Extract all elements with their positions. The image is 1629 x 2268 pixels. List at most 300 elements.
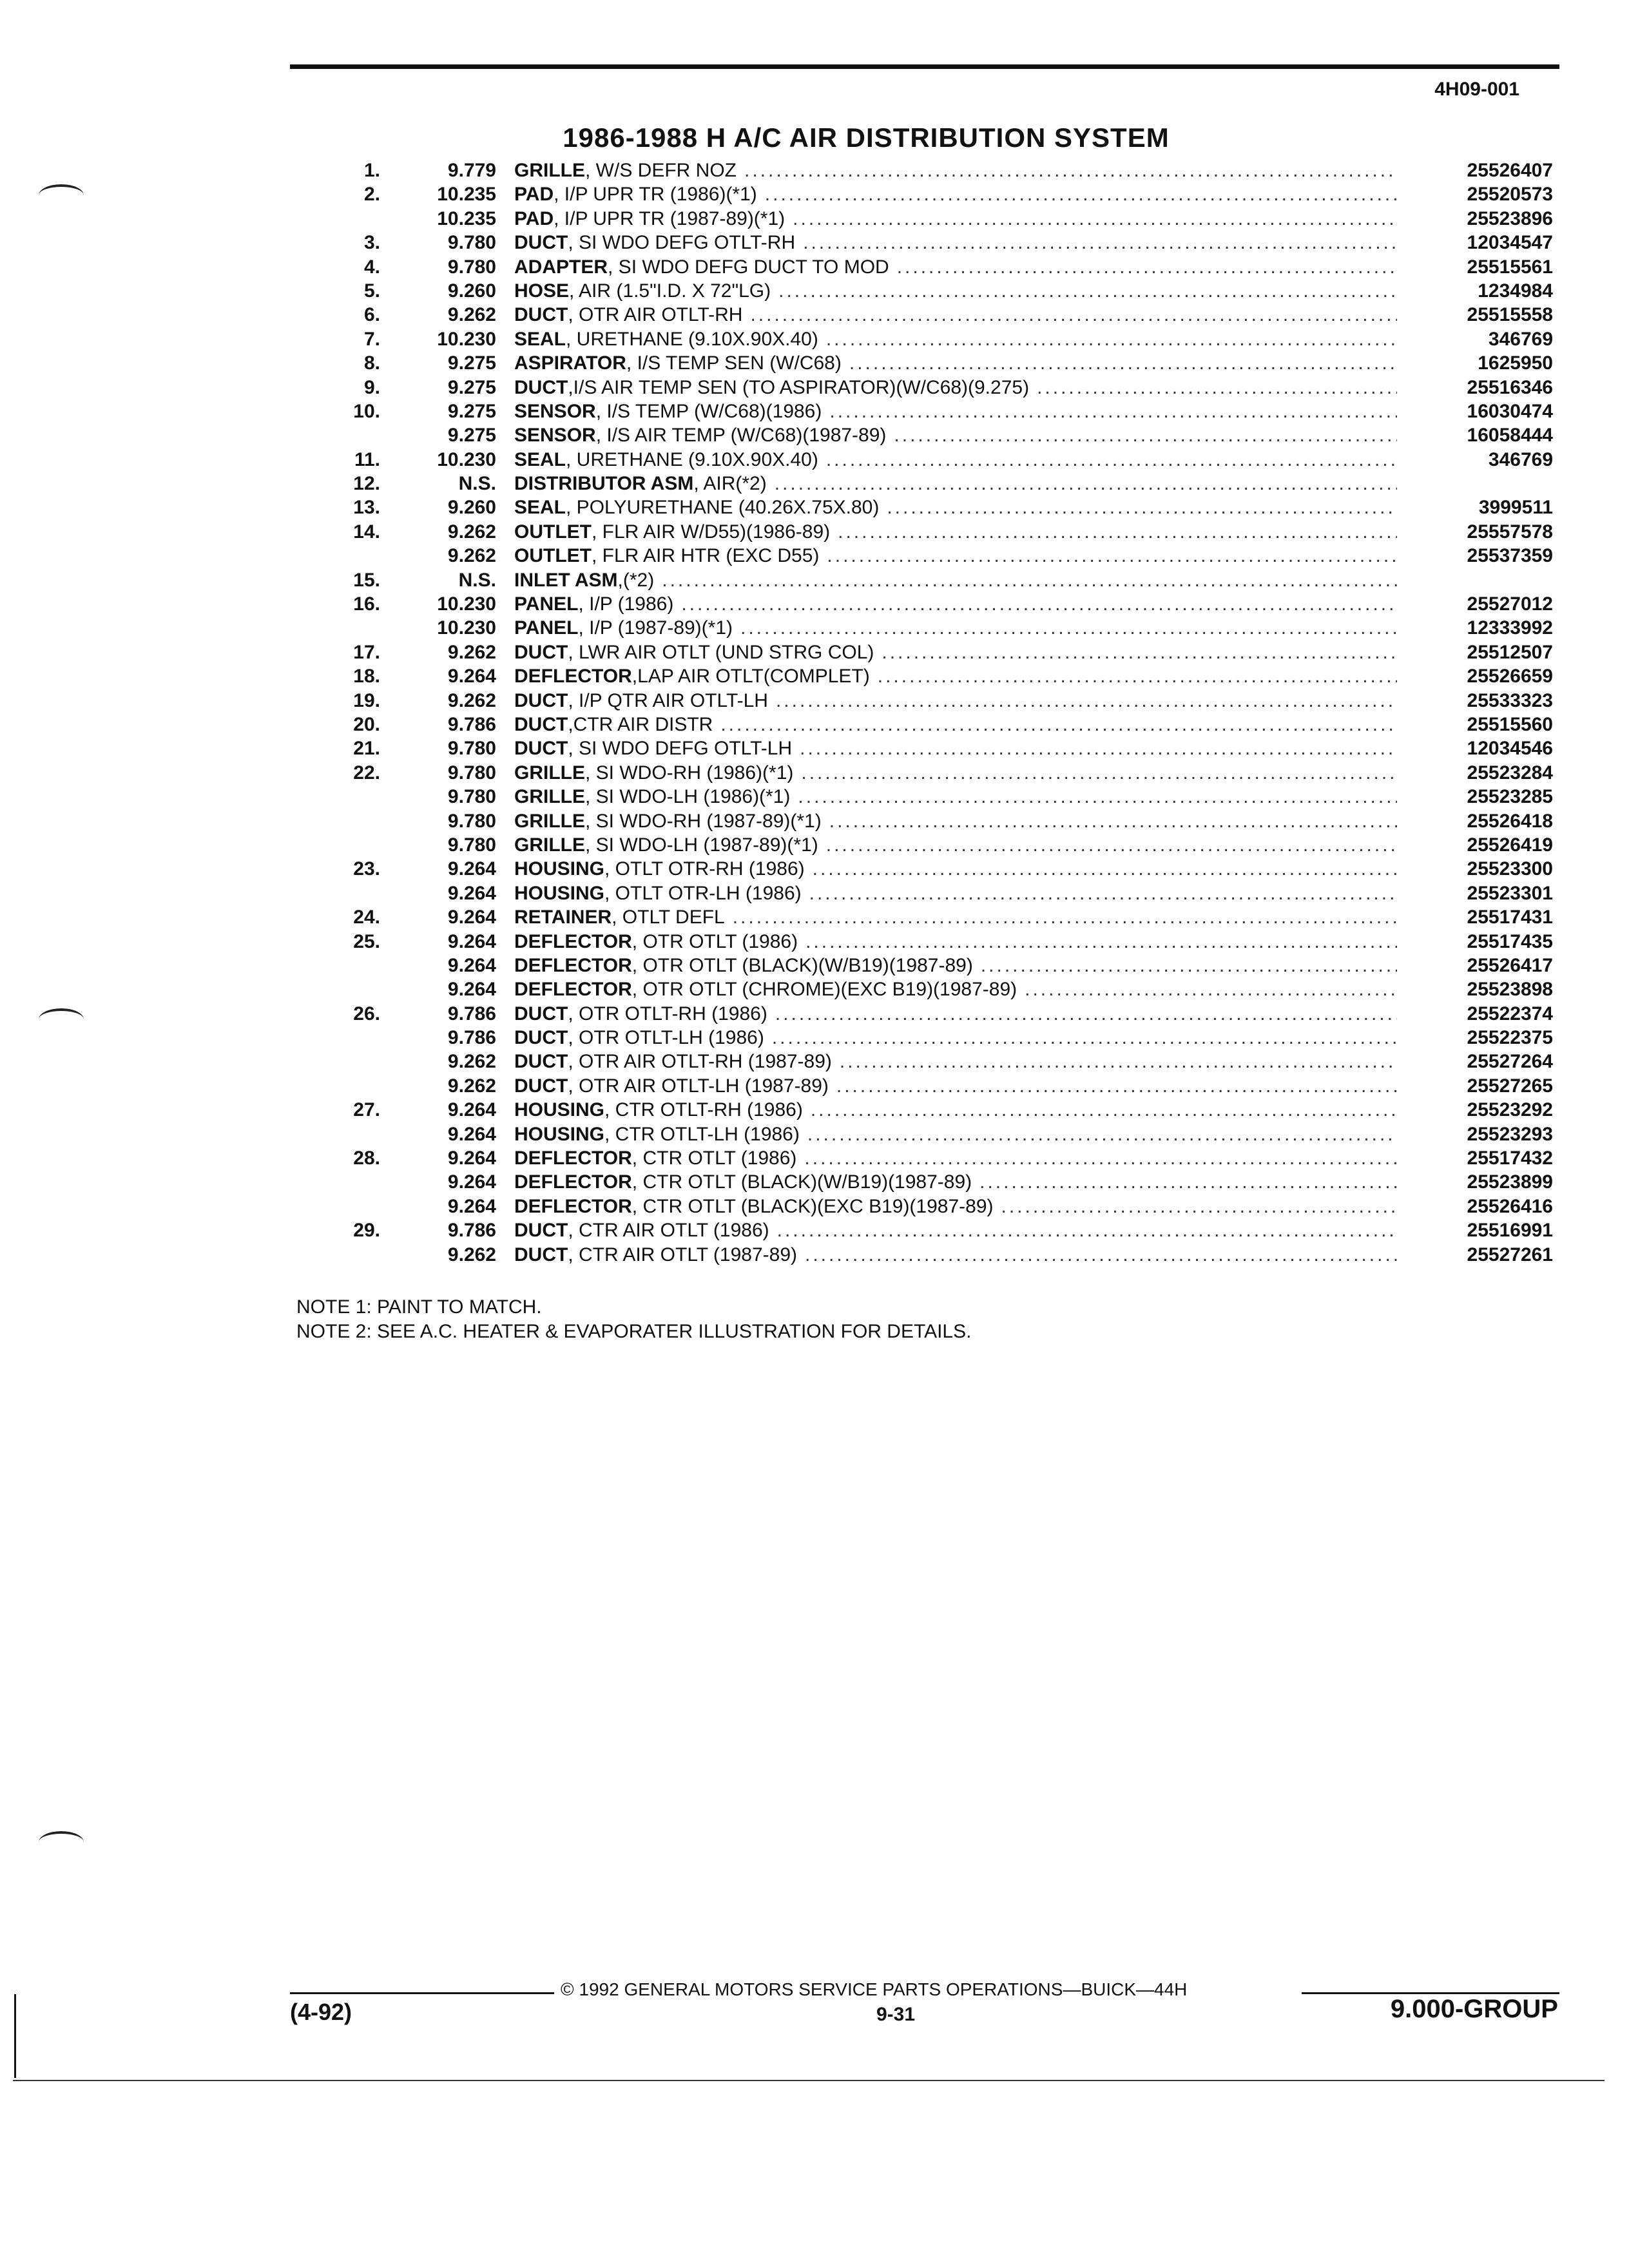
parts-list [309,159,1553,1267]
part-description [514,1050,1397,1073]
leader-dots [836,1074,1397,1098]
part-row [309,1002,1553,1026]
part-detail: , OTR OTLT (1986) [631,930,798,952]
group-label: 9.000-GROUP [1390,1995,1558,2023]
part-detail: , W/S DEFR NOZ [585,160,737,181]
part-row [309,1195,1553,1218]
part-description [514,448,1397,472]
leader-dots [809,881,1397,905]
item-number: 27. [353,1099,380,1121]
part-number: 346769 [1488,448,1553,470]
group-number: 10.230 [437,617,496,639]
group-number: 9.262 [447,521,496,543]
part-description [514,857,1397,881]
part-number: 12034546 [1467,738,1553,760]
leader-dots [849,351,1397,375]
part-description [514,930,1397,954]
part-name: DEFLECTOR [514,666,632,687]
part-row [309,303,1553,327]
part-number: 25523896 [1467,207,1553,229]
leader-dots [882,640,1397,664]
group-number: 9.780 [447,762,496,783]
part-number: 25523292 [1467,1099,1553,1121]
part-detail: , I/P UPR TR (1986)(*1) [554,184,757,206]
part-number: 25526417 [1467,954,1553,976]
part-name: PANEL [514,593,579,615]
part-detail: , CTR OTLT (1986) [631,1148,797,1169]
part-name: DUCT [514,1003,568,1024]
part-row [309,448,1553,472]
part-name: DEFLECTOR [514,1195,632,1217]
leader-dots [777,1218,1397,1242]
leader-dots [662,568,1397,592]
item-number: 22. [353,762,380,783]
part-row [309,376,1553,399]
part-name: HOUSING [514,882,605,904]
leader-dots [979,1170,1397,1194]
part-name: SENSOR [514,425,596,447]
group-number: 9.264 [447,1099,496,1121]
part-row [309,568,1553,592]
group-number: 9.264 [447,1148,496,1169]
part-number: 25520573 [1467,184,1553,206]
part-name: DUCT [514,1220,568,1242]
part-description [514,592,1397,616]
part-row [309,495,1553,519]
part-row [309,1026,1553,1050]
part-detail: , OTLT DEFL [612,907,725,928]
part-number: 16030474 [1467,400,1553,422]
part-description [514,1195,1397,1218]
part-number: 1625950 [1478,352,1553,374]
part-detail: , LWR AIR OTLT (UND STRG COL) [568,641,874,663]
part-detail: , I/P (1986) [578,593,674,615]
part-number: 25527264 [1467,1051,1553,1073]
part-detail: ,LAP AIR OTLT(COMPLET) [631,666,870,687]
item-number: 9. [363,376,380,398]
group-number: 9.262 [447,1051,496,1073]
part-row [309,279,1553,303]
part-detail: , SI WDO-RH (1986)(*1) [585,762,794,783]
leader-dots [826,448,1397,472]
group-number: 9.779 [447,160,496,181]
item-number: 2. [363,184,380,206]
part-number: 12034547 [1467,232,1553,254]
group-number: 10.235 [437,207,496,229]
leader-dots [827,544,1397,568]
part-number: 12333992 [1467,617,1553,639]
group-number: 9.260 [447,280,496,302]
part-number: 25522375 [1467,1027,1553,1049]
group-number: 10.230 [437,448,496,470]
item-number: 5. [363,280,380,302]
part-row [309,689,1553,713]
notes [296,1295,971,1344]
leader-dots [981,954,1397,977]
part-name: GRILLE [514,810,585,832]
part-description [514,881,1397,905]
part-number: 25517435 [1467,930,1553,952]
part-number: 16058444 [1467,425,1553,447]
part-name: ASPIRATOR [514,352,626,374]
part-row [309,182,1553,206]
part-row [309,1146,1553,1170]
part-number: 25515561 [1467,256,1553,278]
part-description [514,1170,1397,1194]
part-detail: , CTR AIR OTLT (1986) [568,1220,769,1242]
part-row [309,1170,1553,1194]
part-detail: , OTR OTLT (CHROME)(EXC B19)(1987-89) [631,979,1017,1001]
item-number: 1. [363,160,380,181]
leader-dots [878,664,1397,688]
part-detail: , CTR OTLT-RH (1986) [604,1099,803,1121]
group-number: 9.262 [447,545,496,567]
leader-dots [897,255,1397,279]
group-number: 9.780 [447,786,496,808]
part-number: 25515558 [1467,304,1553,326]
part-description [514,761,1397,785]
part-name: INLET ASM [514,569,618,591]
part-row [309,857,1553,881]
part-detail: , I/P QTR AIR OTLT-LH [568,689,768,711]
group-number: 9.780 [447,738,496,760]
part-description [514,954,1397,977]
part-row [309,905,1553,929]
leader-dots [805,930,1397,954]
part-number: 25523899 [1467,1171,1553,1193]
leader-dots [829,809,1397,833]
leader-dots [765,182,1397,206]
group-number: 9.786 [447,1220,496,1242]
group-number: 9.264 [447,1123,496,1145]
footer-rule [1302,1992,1559,1994]
part-number: 25512507 [1467,641,1553,663]
part-name: SEAL [514,497,566,519]
group-number: 9.262 [447,1075,496,1097]
part-detail: , SI WDO-RH (1987-89)(*1) [585,810,822,832]
leader-dots [829,399,1397,423]
part-row [309,833,1553,857]
group-number: 9.780 [447,810,496,832]
part-detail: , FLR AIR W/D55)(1986-89) [592,521,831,543]
part-number: 25533323 [1467,689,1553,711]
part-row [309,954,1553,977]
part-number: 25523898 [1467,979,1553,1001]
part-number: 25523285 [1467,786,1553,808]
leader-dots [811,1098,1397,1122]
part-number: 25527265 [1467,1075,1553,1097]
group-number: 10.230 [437,593,496,615]
group-number: 9.262 [447,689,496,711]
group-number: 10.235 [437,184,496,206]
part-name: DUCT [514,304,568,326]
part-number: 25537359 [1467,545,1553,567]
leader-dots [720,713,1397,736]
part-name: DEFLECTOR [514,1148,632,1169]
part-number: 3999511 [1478,497,1553,519]
group-number: 9.262 [447,1244,496,1265]
item-number: 11. [354,448,380,470]
part-description [514,785,1397,809]
edge-mark [14,1994,16,2078]
part-number: 25526418 [1467,810,1553,832]
part-detail: , AIR (1.5"I.D. X 72"LG) [569,280,771,302]
part-description [514,544,1397,568]
leader-dots [775,472,1397,495]
part-name: OUTLET [514,545,592,567]
part-name: SEAL [514,328,566,350]
part-description [514,207,1397,231]
item-number: 18. [353,666,380,687]
leader-dots [826,327,1397,351]
group-number: 9.260 [447,497,496,519]
footer-rule [290,1992,554,1994]
part-name: DUCT [514,1027,568,1049]
part-description [514,231,1397,255]
part-name: DEFLECTOR [514,930,632,952]
group-number: 9.264 [447,882,496,904]
leader-dots [772,1026,1397,1050]
part-description [514,1146,1397,1170]
part-number: 25516346 [1467,376,1553,398]
part-number: 25522374 [1467,1003,1553,1024]
part-detail: , CTR OTLT-LH (1986) [604,1123,800,1145]
group-number: 9.786 [447,1027,496,1049]
group-number: 9.275 [447,400,496,422]
part-detail: , OTLT OTR-LH (1986) [604,882,802,904]
leader-dots [805,1243,1397,1267]
part-detail: , OTLT OTR-RH (1986) [604,858,805,880]
leader-dots [778,279,1397,303]
item-number: 12. [353,473,380,495]
leader-dots [894,423,1397,447]
part-name: ADAPTER [514,256,608,278]
part-detail: , FLR AIR HTR (EXC D55) [592,545,820,567]
item-number: 16. [353,593,380,615]
part-name: DUCT [514,641,568,663]
item-number: 26. [353,1003,380,1024]
part-detail: , SI WDO-LH (1986)(*1) [585,786,791,808]
part-row [309,1243,1553,1267]
part-name: DUCT [514,713,568,735]
part-row [309,616,1553,640]
part-name: PANEL [514,617,579,639]
group-number: 9.264 [447,954,496,976]
part-description [514,1098,1397,1122]
part-number: 25517432 [1467,1148,1553,1169]
part-row [309,809,1553,833]
part-number: 25523293 [1467,1123,1553,1145]
leader-dots [804,1146,1397,1170]
part-row [309,423,1553,447]
part-detail: , CTR OTLT (BLACK)(EXC B19)(1987-89) [631,1195,994,1217]
group-number: 9.264 [447,1171,496,1193]
part-row [309,736,1553,760]
part-detail: , OTR OTLT (BLACK)(W/B19)(1987-89) [631,954,973,976]
part-number: 25523284 [1467,762,1553,783]
page-number: 9-31 [876,2004,916,2025]
part-row [309,1122,1553,1146]
item-number: 13. [353,497,380,519]
item-number: 4. [363,256,380,278]
leader-dots [1001,1195,1397,1218]
part-description [514,520,1397,544]
leader-dots [776,689,1397,713]
part-row [309,351,1553,375]
item-number: 19. [353,689,380,711]
item-number: 6. [363,304,380,326]
part-detail: , URETHANE (9.10X.90X.40) [566,328,818,350]
part-number: 25557578 [1467,521,1553,543]
part-detail: , SI WDO DEFG OTLT-RH [568,232,796,254]
leader-dots [740,616,1397,640]
leader-dots [775,1002,1397,1026]
part-detail: , POLYURETHANE (40.26X.75X.80) [566,497,880,519]
part-description [514,736,1397,760]
punch-hole-mark [39,1008,84,1030]
part-number: 1234984 [1478,280,1553,302]
part-number: 25517431 [1467,907,1553,928]
part-detail: , URETHANE (9.10X.90X.40) [566,448,818,470]
leader-dots [793,207,1397,231]
part-description [514,472,1397,495]
group-number: 9.262 [447,641,496,663]
item-number: 10. [353,400,380,422]
part-description [514,399,1397,423]
item-number: 15. [353,569,380,591]
part-detail: , CTR AIR OTLT (1987-89) [568,1244,797,1265]
leader-dots [838,520,1397,544]
part-detail: , OTR AIR OTLT-RH [568,304,743,326]
part-name: DUCT [514,1075,568,1097]
part-detail: , CTR OTLT (BLACK)(W/B19)(1987-89) [631,1171,972,1193]
part-detail: , I/S AIR TEMP (W/C68)(1987-89) [595,425,887,447]
item-number: 29. [353,1220,380,1242]
part-name: HOSE [514,280,570,302]
part-row [309,761,1553,785]
part-name: PAD [514,184,554,206]
part-number: 25523301 [1467,882,1553,904]
part-description [514,159,1397,182]
group-number: 9.264 [447,907,496,928]
part-number: 25523300 [1467,858,1553,880]
part-row [309,159,1553,182]
part-description [514,495,1397,519]
part-number: 346769 [1488,328,1553,350]
part-description [514,689,1397,713]
leader-dots [807,1122,1397,1146]
part-detail: , SI WDO DEFG DUCT TO MOD [608,256,889,278]
part-description [514,568,1397,592]
part-row [309,255,1553,279]
note-2: NOTE 2: SEE A.C. HEATER & EVAPORATER ILLUSTRATION FOR DETAILS. [296,1321,972,1342]
part-row [309,977,1553,1001]
group-number: 9.780 [447,834,496,856]
group-number: 9.264 [447,858,496,880]
leader-dots [801,761,1397,785]
leader-dots [803,231,1397,255]
item-number: 23. [353,858,380,880]
note-1: NOTE 1: PAINT TO MATCH. [296,1296,542,1318]
group-number: 9.780 [447,232,496,254]
group-number: 9.275 [447,376,496,398]
part-description [514,713,1397,736]
part-name: DUCT [514,738,568,760]
leader-dots [750,303,1397,327]
part-row [309,713,1553,736]
part-description [514,255,1397,279]
item-number: 21. [353,738,380,760]
leader-dots [826,833,1397,857]
leader-dots [813,857,1397,881]
leader-dots [1025,977,1397,1001]
part-description [514,376,1397,399]
part-number: 25515560 [1467,713,1553,735]
part-name: DUCT [514,376,568,398]
group-number: 9.786 [447,1003,496,1024]
part-description [514,640,1397,664]
part-description [514,327,1397,351]
part-number: 25527261 [1467,1244,1553,1265]
part-name: DUCT [514,1244,568,1265]
item-number: 24. [353,907,380,928]
part-detail: , I/S TEMP SEN (W/C68) [626,352,842,374]
punch-hole-mark [39,1831,84,1853]
part-description [514,1074,1397,1098]
part-detail: ,(*2) [617,569,655,591]
item-number: 3. [363,232,380,254]
part-row [309,930,1553,954]
leader-dots [681,592,1397,616]
page-title: 1986-1988 H A/C AIR DISTRIBUTION SYSTEM [563,122,1170,153]
part-name: PAD [514,207,554,229]
part-name: DUCT [514,689,568,711]
part-number: 25527012 [1467,593,1553,615]
part-row [309,1218,1553,1242]
part-description [514,905,1397,929]
part-detail: , I/P (1987-89)(*1) [578,617,733,639]
part-row [309,544,1553,568]
punch-hole-mark [39,184,84,206]
part-detail: , I/P UPR TR (1987-89)(*1) [554,207,786,229]
part-name: SENSOR [514,400,596,422]
part-description [514,1243,1397,1267]
item-number: 14. [353,521,380,543]
part-description [514,182,1397,206]
item-number: 17. [353,641,380,663]
group-number: 9.275 [447,425,496,447]
part-description [514,423,1397,447]
part-description [514,1218,1397,1242]
top-rule [290,64,1559,69]
leader-dots [798,785,1397,809]
part-description [514,1002,1397,1026]
part-row [309,231,1553,255]
part-description [514,664,1397,688]
leader-dots [1037,376,1397,399]
leader-dots [733,905,1397,929]
part-name: DUCT [514,1051,568,1073]
part-name: SEAL [514,448,566,470]
group-number: 9.264 [447,930,496,952]
part-row [309,785,1553,809]
part-row [309,399,1553,423]
part-row [309,520,1553,544]
part-name: DISTRIBUTOR ASM [514,473,694,495]
part-row [309,1050,1553,1073]
part-number: 25526407 [1467,160,1553,181]
part-row [309,881,1553,905]
